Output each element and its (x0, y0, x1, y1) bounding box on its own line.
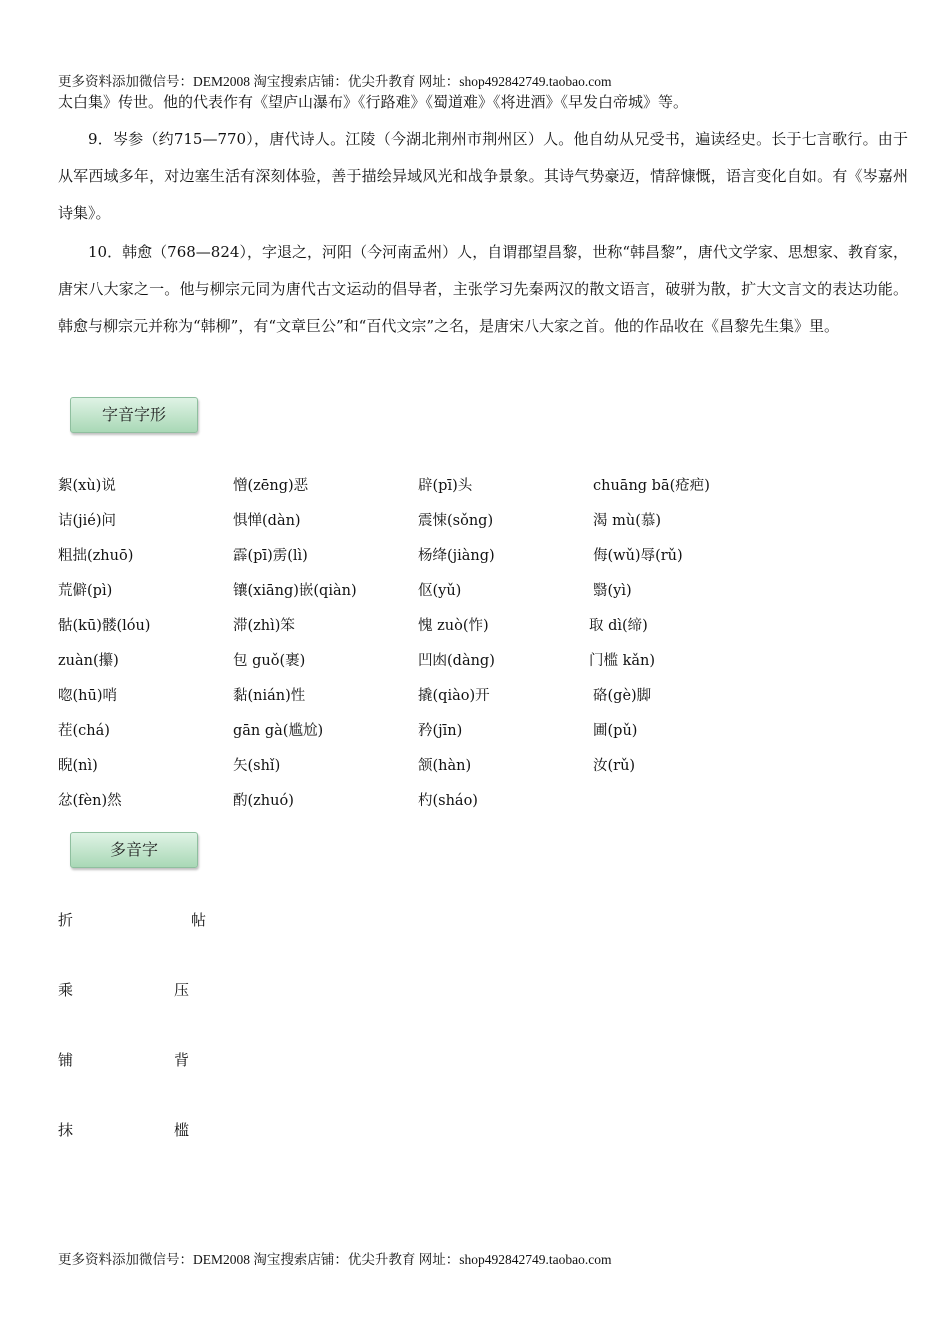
vocab-item: 矢(shǐ) (233, 758, 281, 774)
vocab-item: 翳(yì) (593, 583, 632, 599)
vocab-item: 愧 zuò(怍) (418, 618, 489, 634)
polyphone-char: 折 (58, 911, 74, 929)
page-header: 更多资料添加微信号：DEM2008 淘宝搜索店铺：优尖升教育 网址：shop492842749.taobao.com (58, 74, 612, 89)
vocab-item: 霹(pī)雳(lì) (233, 548, 308, 564)
vocab-item: 杓(sháo) (418, 793, 478, 809)
vocab-item: 震悚(sǒng) (418, 513, 494, 529)
polyphone-char: 帖 (191, 911, 207, 929)
polyphone-char: 背 (174, 1051, 190, 1069)
vocab-row (0, 789, 950, 824)
vocab-item: 忿(fèn)然 (58, 793, 122, 809)
vocab-item: 酌(zhuó) (233, 793, 294, 809)
vocab-row (0, 614, 950, 649)
vocab-row (0, 509, 950, 544)
vocab-item: 粗拙(zhuō) (58, 548, 134, 564)
vocab-item: 硌(gè)脚 (593, 688, 652, 704)
vocab-item: 憎(zēng)恶 (233, 478, 309, 494)
vocab-item: 包 guǒ(裹) (233, 653, 306, 669)
section-title-zi-yin-zi-xing: 字音字形 (70, 397, 198, 433)
polyphone-char: 乘 (58, 981, 74, 999)
polyphone-char: 压 (174, 981, 190, 999)
vocab-item: 唿(hū)哨 (58, 688, 117, 704)
vocab-item: 诘(jié)问 (58, 513, 117, 529)
vocab-row (0, 579, 950, 614)
vocab-row (0, 684, 950, 719)
vocab-item: 撬(qiào)开 (418, 688, 490, 704)
vocab-item: 门槛 kǎn) (589, 653, 656, 669)
vocab-item: 杨绛(jiàng) (418, 548, 495, 564)
paragraph-10-han-yu: 10．韩愈（768—824），字退之，河阳（今河南孟州）人，自谓郡望昌黎，世称“韩昌黎”，唐代文学家、思想家、教育家，唐宋八大家之一。他与柳宗元同为唐代古文运动的倡导者，主张学习先秦两汉的散文语言，破骈为散，扩大文言文的表达功能。韩愈与柳宗元并称为“韩柳”，有“文章巨公”和“百代文宗”之名，是唐宋八大家之首。他的作品收在《昌黎先生集》里。 (58, 243, 908, 335)
vocab-item: 滞(zhì)笨 (233, 618, 295, 634)
vocab-item: 汝(rǔ) (593, 758, 636, 774)
vocab-row (0, 544, 950, 579)
polyphone-char: 槛 (174, 1121, 190, 1139)
vocab-item: 茬(chá) (58, 723, 110, 739)
vocab-row (0, 754, 950, 789)
polyphone-char: 抹 (58, 1121, 74, 1139)
vocab-item: 取 dì(缔) (589, 618, 648, 634)
vocab-item: 圃(pǔ) (593, 723, 638, 739)
vocab-item: 侮(wǔ)辱(rǔ) (593, 548, 683, 564)
page-footer: 更多资料添加微信号：DEM2008 淘宝搜索店铺：优尖升教育 网址：shop492842749.taobao.com (58, 1252, 612, 1267)
section-title-duo-yin-zi: 多音字 (70, 832, 198, 868)
vocab-item: 惧惮(dàn) (233, 513, 301, 529)
polyphone-char: 铺 (58, 1051, 74, 1069)
paragraph-continuation: 太白集》传世。他的代表作有《望庐山瀑布》《行路难》《蜀道难》《将进酒》《早发白帝城》等。 (58, 93, 689, 111)
vocab-item: 荒僻(pì) (58, 583, 113, 599)
vocab-row (0, 649, 950, 684)
vocab-row (0, 474, 950, 509)
vocab-item: 伛(yǔ) (418, 583, 462, 599)
vocab-item: 镶(xiāng)嵌(qiàn) (233, 583, 357, 599)
vocab-item: 颔(hàn) (418, 758, 472, 774)
vocab-item: 睨(nì) (58, 758, 98, 774)
vocab-item: zuàn(攥) (58, 653, 119, 669)
vocab-item: 矜(jīn) (418, 723, 463, 739)
paragraph-9-cen-shen: 9．岑参（约715—770），唐代诗人。江陵（今湖北荆州市荆州区）人。他自幼从兄受书，遍读经史。长于七言歌行。由于从军西域多年，对边塞生活有深刻体验，善于描绘异域风光和战争景象。其诗气势豪迈，情辞慷慨，语言变化自如。有《岑嘉州诗集》。 (58, 130, 908, 222)
vocab-item: 黏(nián)性 (233, 688, 306, 704)
vocab-row (0, 719, 950, 754)
vocab-item: 骷(kū)髅(lóu) (58, 618, 151, 634)
vocab-item: 絮(xù)说 (58, 478, 116, 494)
vocab-item: 凹凼(dàng) (418, 653, 495, 669)
vocab-item: 渴 mù(慕) (593, 513, 662, 529)
vocab-item: 辟(pī)头 (418, 478, 473, 494)
vocab-item: gān gà(尴尬) (233, 723, 324, 739)
vocab-item: chuāng bā(疮疤) (593, 478, 710, 494)
